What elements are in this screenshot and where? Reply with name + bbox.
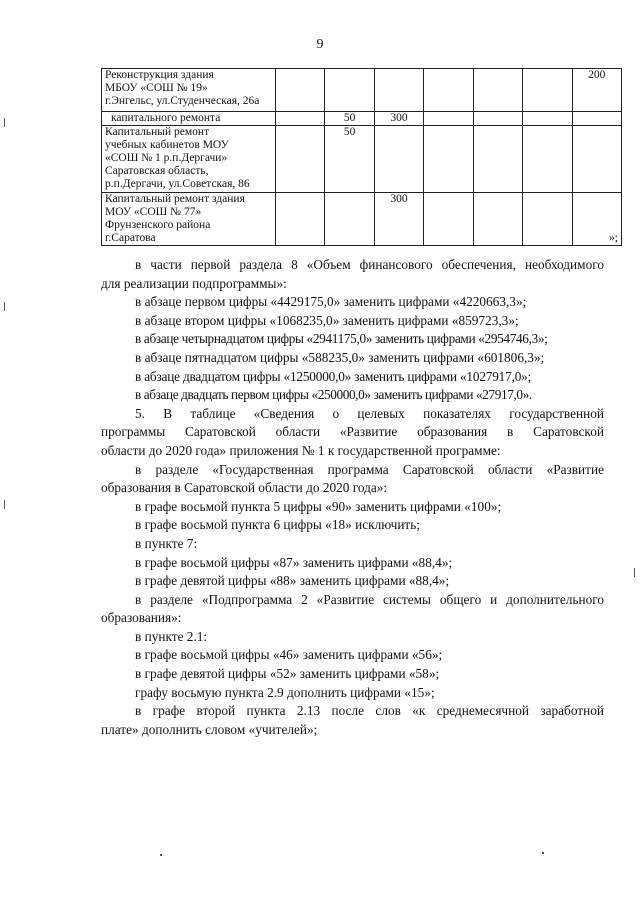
scan-mark: [4, 302, 5, 311]
paragraph-line: в абзаце четырнадцатом цифры «2941175,0» заменить цифрами «2954746,3»;: [135, 331, 548, 347]
scan-mark: [160, 854, 162, 856]
table-cell: [374, 126, 423, 193]
table-cell: [572, 193, 621, 246]
table-cell-object: Капитальный ремонт здания МОУ «СОШ № 77» Фрунзенского района г.Саратова: [102, 193, 276, 246]
paragraph-line: плате» дополнить словом «учителей»;: [101, 721, 318, 737]
table-cell: 300: [374, 193, 423, 246]
table-cell: 300: [374, 112, 423, 126]
paragraph-line: в абзаце первом цифры «4429175,0» заменить цифрами «4220663,3»;: [135, 294, 527, 310]
paragraph-line: в разделе «Государственная программа Саратовской области «Развитие: [135, 461, 604, 477]
table-cell: [276, 69, 325, 112]
table-row: [102, 193, 622, 246]
scan-mark: [542, 852, 544, 854]
table-cell: 50: [325, 112, 374, 126]
table-cell: [523, 69, 572, 112]
table-cell: [572, 112, 621, 126]
table-cell: [523, 193, 572, 246]
table-end-mark: »;: [609, 232, 618, 244]
paragraph-line: в графе восьмой цифры «46» заменить цифрами «56»;: [135, 647, 443, 663]
table-cell: [473, 193, 522, 246]
paragraph-line: 5. В таблице «Сведения о целевых показателях государственной: [135, 405, 604, 421]
table-cell: [276, 126, 325, 193]
paragraph-line: в графе восьмой пункта 5 цифры «90» заменить цифрами «100»;: [135, 498, 502, 514]
table-cell: [276, 193, 325, 246]
paragraph-line: в разделе «Подпрограмма 2 «Развитие системы общего и дополнительного: [135, 591, 604, 607]
paragraph-line: в графе восьмой пункта 6 цифры «18» исключить;: [135, 517, 421, 533]
paragraph-line: области до 2020 года» приложения № 1 к государственной программе:: [101, 442, 501, 458]
table-cell: [424, 193, 473, 246]
funding-table: [101, 68, 622, 246]
table-row: [102, 112, 622, 126]
table-cell: [424, 69, 473, 112]
table-row: [102, 69, 622, 112]
table-cell: [325, 193, 374, 246]
table-cell: [424, 126, 473, 193]
scan-mark: [4, 500, 5, 509]
paragraph-line: в пункте 2.1:: [135, 628, 208, 644]
table-cell: [424, 112, 473, 126]
paragraph-line: в абзаце втором цифры «1068235,0» заменить цифрами «859723,3»;: [135, 312, 519, 328]
paragraph-line: в графе девятой цифры «88» заменить цифрами «88,4»;: [135, 573, 450, 589]
table-cell: [523, 112, 572, 126]
table-cell: [473, 126, 522, 193]
paragraph-line: в графе восьмой цифры «87» заменить цифрами «88,4»;: [135, 554, 453, 570]
table-cell: [572, 126, 621, 193]
document-body: [101, 256, 604, 739]
paragraph-line: графу восьмую пункта 2.9 дополнить цифрами «15»;: [135, 684, 435, 700]
table-cell-object: Реконструкция здания МБОУ «СОШ № 19» г.Энгельс, ул.Студенческая, 26а: [102, 69, 276, 112]
paragraph-line: для реализации подпрограммы»:: [101, 275, 287, 291]
paragraph-line: в абзаце двадцатом цифры «1250000,0» заменить цифрами «1027917,0»;: [135, 368, 532, 384]
table-cell: [276, 112, 325, 126]
table-cell: [473, 69, 522, 112]
table-cell: 200: [572, 69, 621, 112]
paragraph-line: в абзаце двадцать первом цифры «250000,0» заменить цифрами «27917,0».: [135, 387, 532, 403]
table-row: [102, 126, 622, 193]
table-cell: [325, 69, 374, 112]
paragraph-line: в графе второй пункта 2.13 после слов «к среднемесячной заработной: [135, 703, 604, 719]
paragraph-line: в графе девятой цифры «52» заменить цифрами «58»;: [135, 666, 440, 682]
paragraph-line: образования в Саратовской области до 2020 года»:: [101, 480, 388, 496]
paragraph-line: в пункте 7:: [135, 535, 198, 551]
paragraph-line: в части первой раздела 8 «Объем финансового обеспечения, необходимого: [135, 257, 604, 272]
paragraph-line: образования»:: [101, 610, 182, 626]
table-cell-object: капитального ремонта: [102, 112, 276, 126]
paragraph-line: в абзаце пятнадцатом цифры «588235,0» заменить цифрами «601806,3»;: [135, 349, 545, 365]
table-cell-object: Капитальный ремонт учебных кабинетов МОУ «СОШ № 1 р.п.Дергачи» Саратовская область, р.п.Дергачи, ул.Советская, 86: [102, 126, 276, 193]
table-cell: [473, 112, 522, 126]
scan-mark: [4, 118, 5, 127]
table-cell: 50: [325, 126, 374, 193]
paragraph-line: программы Саратовской области «Развитие образования в Саратовской: [101, 424, 604, 440]
page-number: 9: [316, 37, 324, 52]
table-cell: [523, 126, 572, 193]
table-cell: [374, 69, 423, 112]
scan-mark: [634, 568, 635, 577]
